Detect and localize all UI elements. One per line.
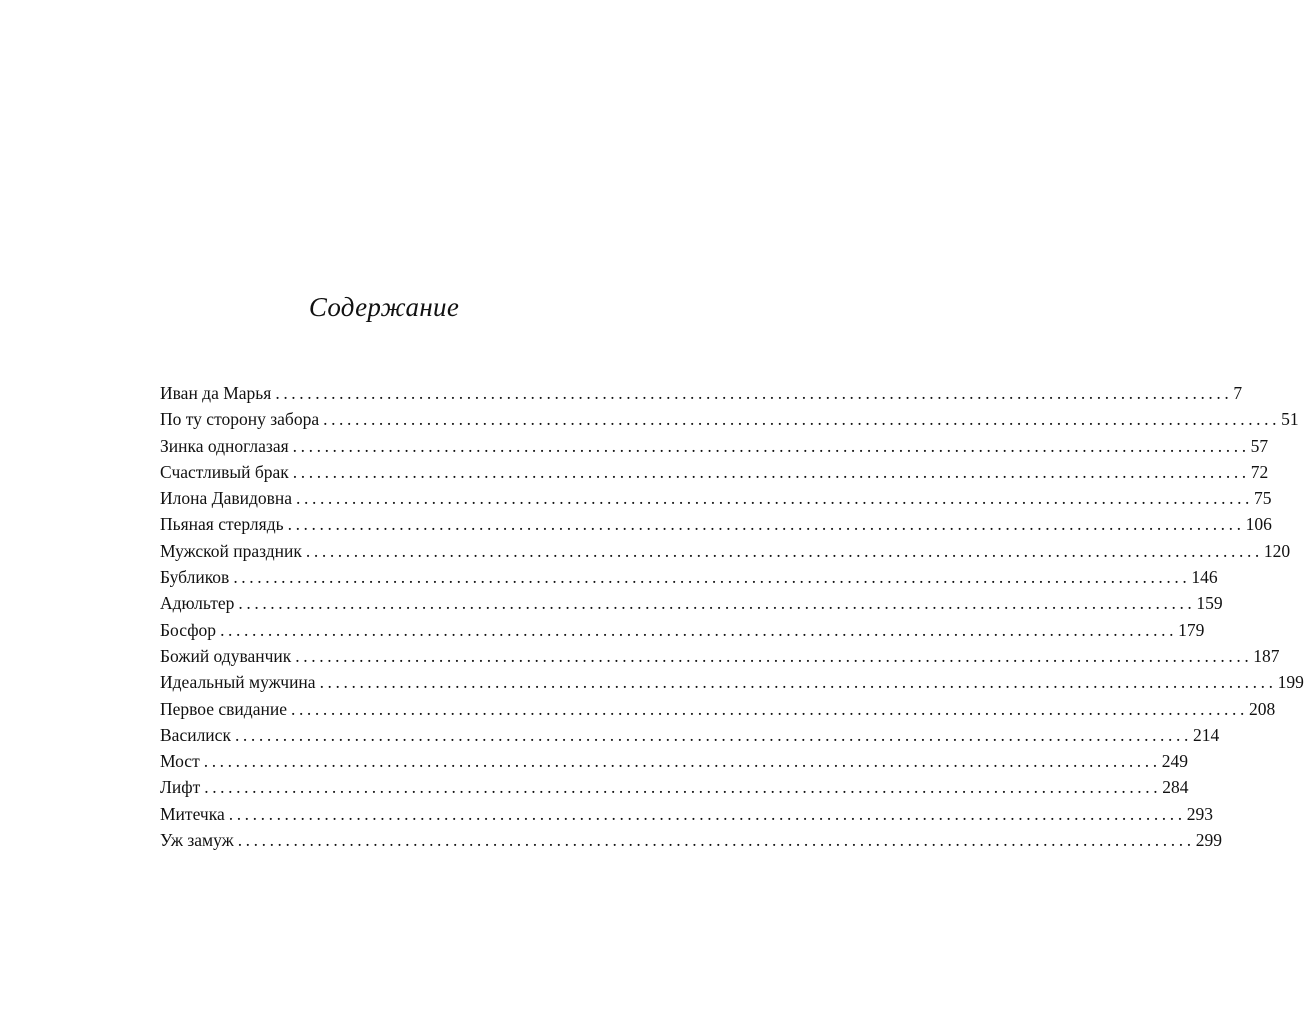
toc-entry-title: Адюльтер (160, 593, 235, 614)
toc-entry (160, 669, 1304, 695)
toc-entry (160, 433, 1269, 459)
toc-entry-title: Мужской праздник (160, 540, 302, 561)
dot-leader: ........................................................................................................................ (234, 724, 1192, 745)
toc-entry-page-number: 51 (1281, 409, 1299, 430)
toc-entry-page-number: 284 (1162, 777, 1189, 798)
toc-entry-title: Василиск (160, 724, 231, 745)
toc-entry (160, 380, 1243, 406)
dot-leader: ........................................................................................................................ (220, 619, 1178, 640)
dot-leader: ........................................................................................................................ (228, 803, 1186, 824)
toc-entry-page-number: 249 (1161, 751, 1188, 772)
toc-entry-page-number: 7 (1233, 383, 1243, 403)
toc-entry-page-number: 72 (1250, 461, 1269, 482)
dot-leader: ........................................................................................................................ (292, 435, 1250, 456)
toc-entry-page-number: 106 (1245, 514, 1272, 535)
toc-entry-title: Илона Давидовна (160, 488, 293, 509)
toc-entry (160, 459, 1269, 485)
toc-entry (160, 485, 1272, 511)
dot-leader: ........................................................................................................................ (238, 593, 1196, 614)
toc-entry-page-number: 159 (1196, 593, 1223, 614)
toc-entry-title: Митечка (160, 803, 225, 824)
toc-entry-page-number: 179 (1178, 619, 1205, 640)
toc-entry (160, 564, 1218, 590)
toc-entry-page-number: 299 (1195, 830, 1222, 851)
toc-entry-page-number: 120 (1263, 540, 1291, 561)
dot-leader: ........................................................................................................................ (275, 383, 1233, 403)
dot-leader: ........................................................................................................................ (203, 751, 1161, 772)
toc-entry (160, 617, 1205, 643)
dot-leader: ........................................................................................................................ (305, 540, 1263, 561)
toc-entry-page-number: 214 (1192, 724, 1220, 745)
toc-entry-title: Идеальный мужчина (160, 672, 316, 693)
dot-leader: ........................................................................................................................ (204, 777, 1162, 798)
dot-leader: ........................................................................................................................ (292, 461, 1250, 482)
dot-leader: ........................................................................................................................ (233, 567, 1191, 588)
toc-entry (160, 538, 1291, 564)
toc-entry-title: Пьяная стерлядь (160, 514, 284, 535)
toc-entry-title: Счастливый брак (160, 461, 289, 482)
dot-leader: ........................................................................................................................ (237, 830, 1195, 851)
toc-entry-page-number: 57 (1250, 435, 1269, 456)
contents-heading: Содержание (308, 292, 460, 322)
toc-entry-title: Иван да Марья (160, 383, 272, 403)
dot-leader: ........................................................................................................................ (319, 672, 1277, 693)
toc-entry (160, 511, 1272, 537)
toc-entry (160, 722, 1220, 748)
toc-entry-page-number: 293 (1186, 803, 1213, 824)
dot-leader: ........................................................................................................................ (287, 514, 1245, 535)
toc-entry (160, 696, 1276, 722)
toc-entry-title: Мост (160, 751, 200, 772)
toc-entry-page-number: 187 (1253, 645, 1280, 666)
toc-entry (160, 590, 1223, 616)
toc-entry-page-number: 208 (1248, 698, 1276, 719)
dot-leader: ........................................................................................................................ (290, 698, 1248, 719)
toc-entry-title: Божий одуванчик (160, 645, 292, 666)
toc-entry (160, 406, 1299, 432)
toc-entry (160, 827, 1222, 853)
toc-entry-page-number: 146 (1191, 567, 1218, 588)
toc-entry-title: Босфор (160, 619, 217, 640)
toc-entry-title: Уж замуж (160, 830, 234, 851)
dot-leader: ........................................................................................................................ (296, 488, 1254, 509)
dot-leader: ........................................................................................................................ (323, 409, 1281, 430)
toc-entry-title: Первое свидание (160, 698, 287, 719)
table-of-contents (160, 380, 1304, 853)
toc-entry (160, 643, 1280, 669)
toc-entry (160, 801, 1213, 827)
toc-entry (160, 774, 1189, 800)
toc-entry-page-number: 199 (1277, 672, 1304, 693)
toc-entry-title: Зинка одноглазая (160, 435, 289, 456)
toc-entry-title: Лифт (160, 777, 201, 798)
toc-entry-title: Бубликов (160, 567, 230, 588)
dot-leader: ........................................................................................................................ (295, 645, 1253, 666)
toc-entry-page-number: 75 (1254, 488, 1272, 509)
toc-entry-title: По ту сторону забора (160, 409, 320, 430)
toc-entry (160, 748, 1188, 774)
